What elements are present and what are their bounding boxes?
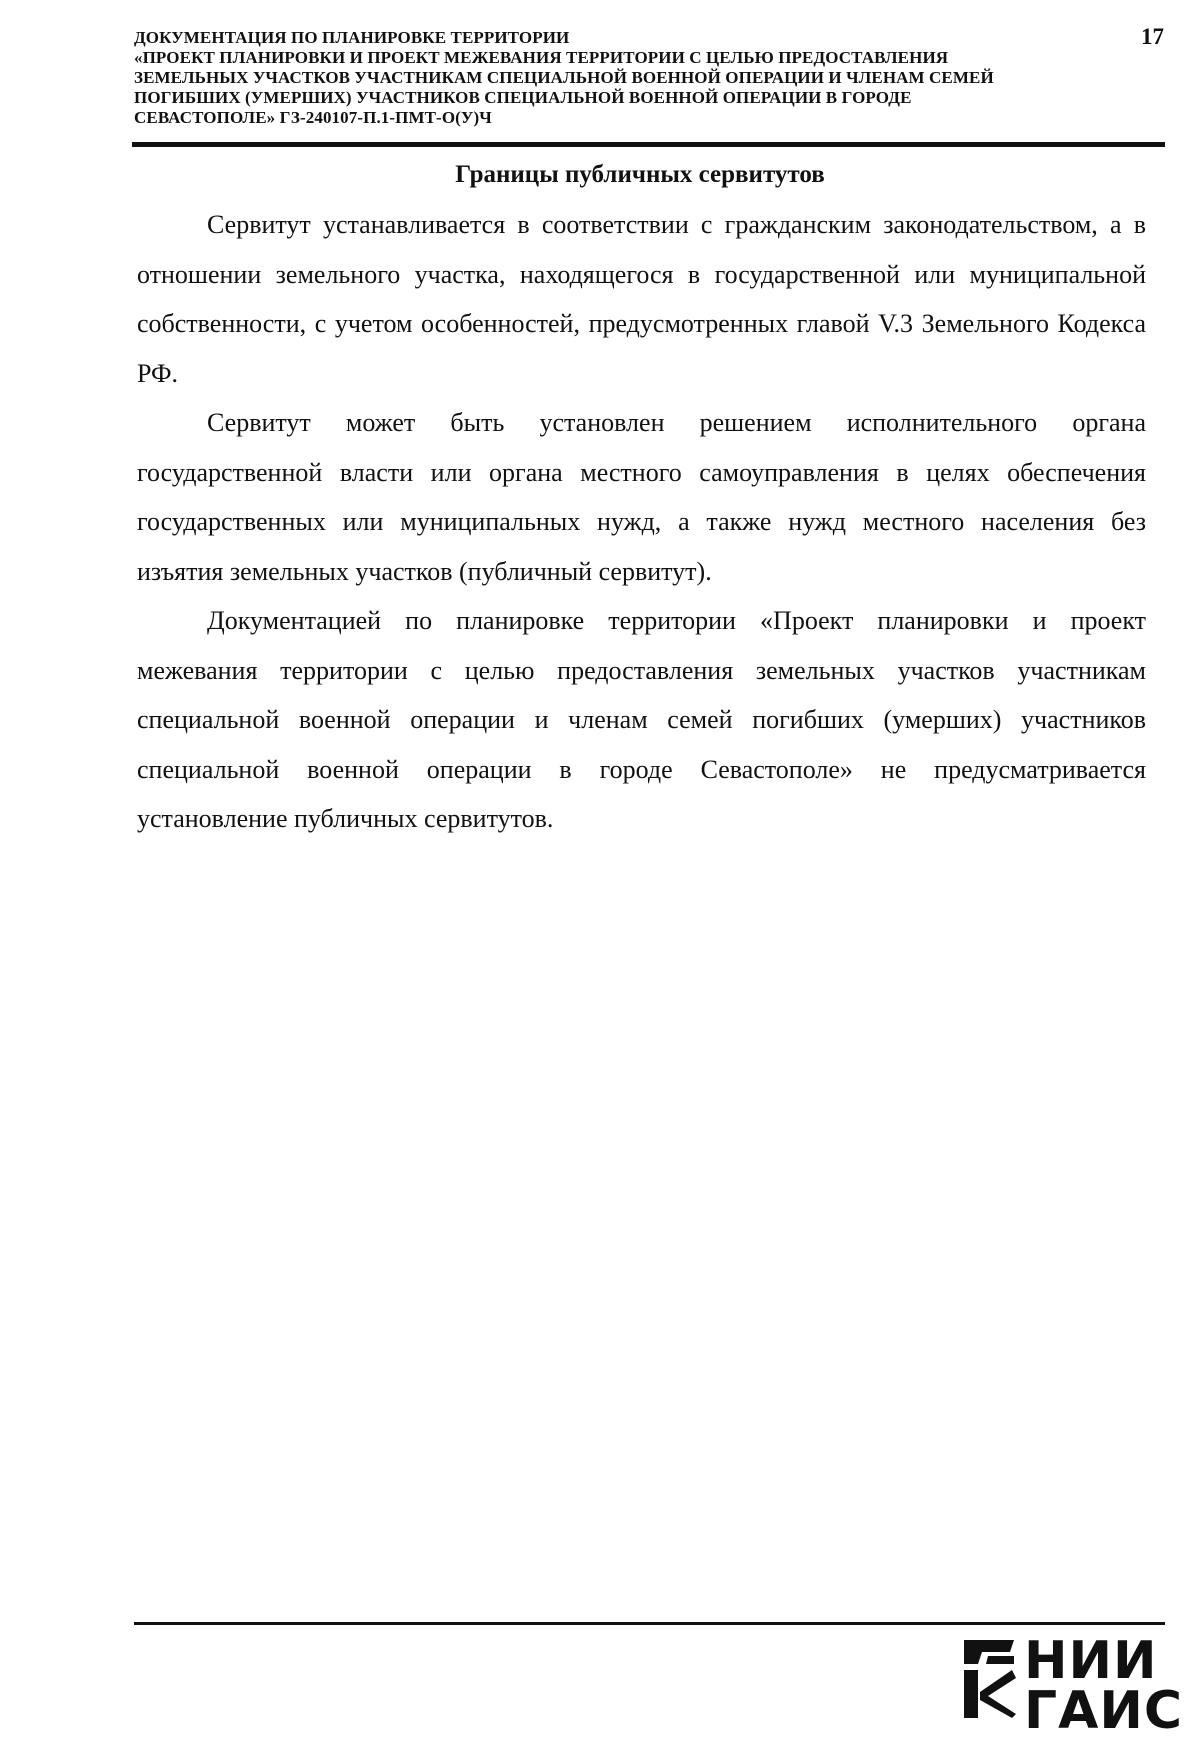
header-line-3: ЗЕМЕЛЬНЫХ УЧАСТКОВ УЧАСТНИКАМ СПЕЦИАЛЬНОЙ ВОЕННОЙ ОПЕРАЦИИ И ЧЛЕНАМ СЕМЕЙ [134, 68, 994, 87]
document-header [134, 28, 1134, 128]
header-line-4: ПОГИБШИХ (УМЕРШИХ) УЧАСТНИКОВ СПЕЦИАЛЬНОЙ ВОЕННОЙ ОПЕРАЦИИ В ГОРОДЕ [134, 88, 912, 107]
header-line-2: «ПРОЕКТ ПЛАНИРОВКИ И ПРОЕКТ МЕЖЕВАНИЯ ТЕРРИТОРИИ С ЦЕЛЬЮ ПРЕДОСТАВЛЕНИЯ [134, 48, 949, 67]
paragraph-1: Сервитут устанавливается в соответствии с гражданским законодательством, а в отношении земельного участка, находящегося в государственной или муниципальной собственности, с учетом особенностей, предусмотренных главой V.3 Земельного Кодекса РФ. [137, 210, 1146, 388]
body-text [137, 200, 1146, 844]
section-title: Границы публичных сервитутов [455, 161, 825, 188]
logo-line-1: НИИ [1024, 1631, 1158, 1691]
logo-mark-icon [958, 1638, 1020, 1718]
paragraph-3: Документацией по планировке территории «Проект планировки и проект межевания территории с целью предоставления земельных участков участникам специальной военной операции и членам семей погибших (умерших) участников специальной военной операции в городе Севастополе» не предусматривается установление публичных сервитутов. [137, 606, 1146, 833]
page-number: 17 [1141, 24, 1164, 49]
logo-text [1024, 1631, 1184, 1741]
header-line-1: ДОКУМЕНТАЦИЯ ПО ПЛАНИРОВКЕ ТЕРРИТОРИИ [134, 28, 570, 47]
header-divider-thick [132, 142, 1165, 147]
footer-divider [134, 1622, 1165, 1625]
logo-line-2: ГАИС [1024, 1681, 1184, 1741]
header-line-5: СЕВАСТОПОЛЕ» ГЗ-240107-П.1-ПМТ-О(У)Ч [134, 108, 492, 127]
organization-logo [958, 1631, 1184, 1741]
paragraph-2: Сервитут может быть установлен решением исполнительного органа государственной власти или органа местного самоуправления в целях обеспечения государственных или муниципальных нужд, а также нужд местного населения без изъятия земельных участков (публичный сервитут). [137, 408, 1146, 586]
